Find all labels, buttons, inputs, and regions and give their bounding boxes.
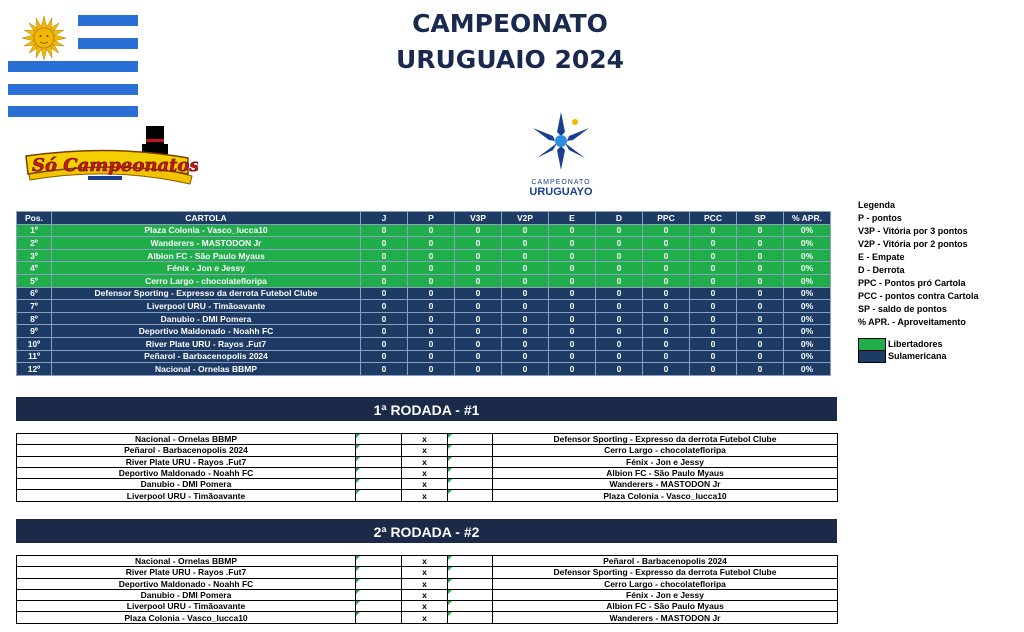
standings-cell-ppc: 0 [643,300,690,313]
title-line1: CAMPEONATO [412,9,608,38]
match-home: Danubio - DMI Pomera [17,589,356,600]
match-away: Albion FC - São Paulo Myaus [493,601,838,612]
match-away-score[interactable] [448,612,493,623]
standings-cell-apr: 0% [784,237,831,250]
standings-row [17,224,831,237]
standings-cell-pcc: 0 [690,350,737,363]
match-away: Plaza Colonia - Vasco_lucca10 [493,490,838,501]
standings-cell-team: Cerro Largo - chocolatefloripa [52,274,361,287]
standings-cell-pcc: 0 [690,363,737,376]
standings-cell-ppc: 0 [643,237,690,250]
match-row [17,467,838,478]
logo-left-text: Só Campeonatos [32,155,198,176]
standings-cell-p: 0 [408,237,455,250]
match-away: Albion FC - São Paulo Myaus [493,467,838,478]
match-row [17,434,838,445]
standings-cell-team: Albion FC - São Paulo Myaus [52,249,361,262]
standings-cell-v3p: 0 [455,237,502,250]
standings-cell-v2p: 0 [502,337,549,350]
match-away: Wanderers - MASTODON Jr [493,479,838,490]
standings-cell-v2p: 0 [502,300,549,313]
standings-cell-pcc: 0 [690,237,737,250]
standings-cell-pos: 9º [17,325,52,338]
standings-cell-ppc: 0 [643,262,690,275]
match-separator: x [402,601,448,612]
standings-cell-ppc: 0 [643,274,690,287]
legend-zone-label: Sulamericana [888,350,947,361]
standings-cell-v3p: 0 [455,350,502,363]
standings-cell-team: Fénix - Jon e Jessy [52,262,361,275]
standings-cell-pos: 4º [17,262,52,275]
standings-cell-j: 0 [361,274,408,287]
match-home-score[interactable] [356,467,402,478]
standings-cell-e: 0 [549,287,596,300]
standings-cell-v2p: 0 [502,325,549,338]
standings-cell-v3p: 0 [455,224,502,237]
standings-cell-j: 0 [361,224,408,237]
match-away-score[interactable] [448,578,493,589]
match-separator: x [402,479,448,490]
logo-center-line2: URUGUAYO [529,186,593,198]
standings-cell-pos: 12º [17,363,52,376]
match-separator: x [402,589,448,600]
standings-cell-p: 0 [408,337,455,350]
standings-cell-apr: 0% [784,262,831,275]
match-away-score[interactable] [448,467,493,478]
standings-cell-p: 0 [408,325,455,338]
standings-cell-j: 0 [361,363,408,376]
header-e: E [549,212,596,225]
standings-cell-apr: 0% [784,350,831,363]
header-v3p: V3P [455,212,502,225]
standings-cell-p: 0 [408,363,455,376]
standings-cell-e: 0 [549,262,596,275]
standings-cell-p: 0 [408,224,455,237]
match-home: Deportivo Maldonado - Noahh FC [17,467,356,478]
match-away: Cerro Largo - chocolatefloripa [493,578,838,589]
standings-cell-d: 0 [596,363,643,376]
standings-cell-d: 0 [596,224,643,237]
rodada-1-matches [16,433,838,502]
standings-cell-d: 0 [596,237,643,250]
standings-cell-sp: 0 [737,274,784,287]
match-row [17,589,838,600]
standings-cell-j: 0 [361,350,408,363]
standings-cell-v2p: 0 [502,312,549,325]
standings-row [17,325,831,338]
standings-cell-p: 0 [408,262,455,275]
legend-item: P - pontos [858,213,902,223]
match-home: River Plate URU - Rayos .Fut7 [17,567,356,578]
standings-cell-apr: 0% [784,224,831,237]
standings-cell-sp: 0 [737,350,784,363]
standings-cell-p: 0 [408,312,455,325]
match-row [17,612,838,623]
match-home-score[interactable] [356,490,402,501]
match-away-score[interactable] [448,434,493,445]
match-home-score[interactable] [356,479,402,490]
standings-cell-d: 0 [596,350,643,363]
standings-cell-d: 0 [596,300,643,313]
standings-cell-e: 0 [549,350,596,363]
standings-cell-j: 0 [361,337,408,350]
standings-cell-e: 0 [549,312,596,325]
standings-cell-sp: 0 [737,224,784,237]
standings-row [17,287,831,300]
standings-cell-v3p: 0 [455,363,502,376]
legend-zone-label: Libertadores [888,338,943,349]
match-home: Liverpool URU - Timãoavante [17,490,356,501]
standings-cell-p: 0 [408,287,455,300]
match-home: Danubio - DMI Pomera [17,479,356,490]
standings-cell-pcc: 0 [690,312,737,325]
standings-cell-ppc: 0 [643,337,690,350]
standings-cell-v3p: 0 [455,325,502,338]
match-away: Peñarol - Barbacenopolis 2024 [493,556,838,567]
standings-cell-d: 0 [596,262,643,275]
star-icon [531,110,591,172]
standings-cell-ppc: 0 [643,249,690,262]
header-pcc: PCC [690,212,737,225]
page-title [330,6,690,78]
match-away-score[interactable] [448,601,493,612]
match-home-score[interactable] [356,589,402,600]
standings-cell-apr: 0% [784,337,831,350]
match-home: Liverpool URU - Timãoavante [17,601,356,612]
standings-cell-team: Deportivo Maldonado - Noahh FC [52,325,361,338]
standings-cell-team: River Plate URU - Rayos .Fut7 [52,337,361,350]
standings-cell-p: 0 [408,249,455,262]
rodada-2-header: 2ª RODADA - #2 [16,519,837,543]
standings-cell-sp: 0 [737,237,784,250]
standings-cell-j: 0 [361,325,408,338]
match-separator: x [402,578,448,589]
match-away: Fénix - Jon e Jessy [493,456,838,467]
match-home: Deportivo Maldonado - Noahh FC [17,578,356,589]
standings-cell-team: Wanderers - MASTODON Jr [52,237,361,250]
standings-cell-ppc: 0 [643,350,690,363]
match-away-score[interactable] [448,556,493,567]
match-home-score[interactable] [356,601,402,612]
standings-cell-pcc: 0 [690,249,737,262]
standings-row [17,363,831,376]
match-away: Defensor Sporting - Expresso da derrota Futebol Clube [493,434,838,445]
sulamericana-swatch [858,350,886,363]
standings-cell-v2p: 0 [502,224,549,237]
standings-cell-pcc: 0 [690,287,737,300]
standings-table [16,211,831,376]
standings-cell-team: Nacional - Ornelas BBMP [52,363,361,376]
standings-cell-team: Defensor Sporting - Expresso da derrota Futebol Clube [52,287,361,300]
standings-cell-pcc: 0 [690,337,737,350]
standings-cell-v2p: 0 [502,287,549,300]
standings-cell-pos: 2º [17,237,52,250]
standings-cell-v2p: 0 [502,274,549,287]
standings-cell-sp: 0 [737,337,784,350]
header-v2p: V2P [502,212,549,225]
match-home: Nacional - Ornelas BBMP [17,434,356,445]
standings-cell-sp: 0 [737,325,784,338]
match-away: Wanderers - MASTODON Jr [493,612,838,623]
match-home-score[interactable] [356,578,402,589]
standings-cell-j: 0 [361,287,408,300]
header-j: J [361,212,408,225]
standings-row [17,312,831,325]
standings-cell-sp: 0 [737,262,784,275]
match-row [17,490,838,501]
match-away-score[interactable] [448,490,493,501]
standings-cell-e: 0 [549,300,596,313]
standings-cell-ppc: 0 [643,325,690,338]
standings-cell-pos: 8º [17,312,52,325]
standings-cell-pcc: 0 [690,300,737,313]
match-row [17,578,838,589]
header-ppc: PPC [643,212,690,225]
standings-cell-v2p: 0 [502,249,549,262]
standings-row [17,262,831,275]
header-d: D [596,212,643,225]
standings-cell-pcc: 0 [690,262,737,275]
standings-cell-sp: 0 [737,312,784,325]
standings-row [17,300,831,313]
match-home: Nacional - Ornelas BBMP [17,556,356,567]
standings-cell-apr: 0% [784,287,831,300]
standings-cell-ppc: 0 [643,363,690,376]
standings-cell-pos: 7º [17,300,52,313]
standings-cell-apr: 0% [784,363,831,376]
match-away-score[interactable] [448,445,493,456]
match-home: Plaza Colonia - Vasco_lucca10 [17,612,356,623]
match-home: Peñarol - Barbacenopolis 2024 [17,445,356,456]
header-pos: Pos. [17,212,52,225]
standings-cell-v3p: 0 [455,337,502,350]
match-row [17,445,838,456]
legend-title: Legenda [858,200,896,210]
standings-cell-d: 0 [596,274,643,287]
standings-cell-pos: 10º [17,337,52,350]
match-row [17,456,838,467]
standings-row [17,274,831,287]
match-home-score[interactable] [356,445,402,456]
standings-cell-e: 0 [549,363,596,376]
standings-cell-d: 0 [596,287,643,300]
header-sp: SP [737,212,784,225]
standings-cell-apr: 0% [784,274,831,287]
match-away-score[interactable] [448,456,493,467]
standings-row [17,249,831,262]
standings-cell-e: 0 [549,249,596,262]
standings-header-row [17,212,831,225]
standings-cell-team: Peñarol - Barbacenopolis 2024 [52,350,361,363]
standings-cell-p: 0 [408,300,455,313]
standings-cell-v3p: 0 [455,287,502,300]
title-line2: URUGUAIO 2024 [395,45,625,74]
match-away: Defensor Sporting - Expresso da derrota Futebol Clube [493,567,838,578]
standings-cell-sp: 0 [737,287,784,300]
match-separator: x [402,445,448,456]
standings-cell-sp: 0 [737,363,784,376]
match-separator: x [402,567,448,578]
legend-item: V3P - Vitória por 3 pontos [858,226,968,236]
standings-cell-p: 0 [408,274,455,287]
standings-row [17,350,831,363]
legend-item: SP - saldo de pontos [858,304,947,314]
standings-cell-team: Liverpool URU - Timãoavante [52,300,361,313]
standings-cell-sp: 0 [737,249,784,262]
standings-cell-v3p: 0 [455,249,502,262]
match-row [17,556,838,567]
standings-cell-ppc: 0 [643,224,690,237]
standings-cell-v2p: 0 [502,262,549,275]
uruguay-flag [8,12,138,118]
standings-cell-v3p: 0 [455,312,502,325]
standings-cell-pos: 1º [17,224,52,237]
standings-cell-ppc: 0 [643,287,690,300]
standings-cell-p: 0 [408,350,455,363]
match-away: Fénix - Jon e Jessy [493,589,838,600]
standings-cell-pos: 6º [17,287,52,300]
standings-cell-e: 0 [549,237,596,250]
match-separator: x [402,467,448,478]
legend-item: E - Empate [858,252,905,262]
standings-cell-team: Plaza Colonia - Vasco_lucca10 [52,224,361,237]
match-separator: x [402,556,448,567]
match-home-score[interactable] [356,434,402,445]
standings-cell-pcc: 0 [690,224,737,237]
standings-cell-apr: 0% [784,312,831,325]
campeonato-uruguayo-logo [520,110,602,200]
standings-cell-d: 0 [596,312,643,325]
standings-cell-sp: 0 [737,300,784,313]
standings-row [17,337,831,350]
standings-cell-v3p: 0 [455,262,502,275]
standings-cell-pos: 5º [17,274,52,287]
legend-item: D - Derrota [858,265,905,275]
match-separator: x [402,456,448,467]
standings-cell-apr: 0% [784,249,831,262]
standings-cell-j: 0 [361,300,408,313]
legend-item: PPC - Pontos pró Cartola [858,278,966,288]
header-p: P [408,212,455,225]
header-apr: % APR. [784,212,831,225]
standings-cell-v3p: 0 [455,300,502,313]
match-separator: x [402,490,448,501]
standings-cell-j: 0 [361,237,408,250]
standings-cell-ppc: 0 [643,312,690,325]
legend-item: V2P - Vitória por 2 pontos [858,239,968,249]
standings-cell-d: 0 [596,325,643,338]
standings-cell-v2p: 0 [502,237,549,250]
rodada-1-header: 1ª RODADA - #1 [16,397,837,421]
legend-item: % APR. - Aproveitamento [858,317,966,327]
standings-cell-pcc: 0 [690,274,737,287]
standings-cell-e: 0 [549,274,596,287]
so-campeonatos-logo [22,124,198,194]
legend [858,199,979,362]
legend-item: PCC - pontos contra Cartola [858,291,979,301]
standings-cell-v3p: 0 [455,274,502,287]
match-row [17,601,838,612]
standings-cell-pos: 11º [17,350,52,363]
match-separator: x [402,612,448,623]
standings-cell-pos: 3º [17,249,52,262]
standings-cell-j: 0 [361,249,408,262]
match-home-score[interactable] [356,612,402,623]
standings-cell-apr: 0% [784,300,831,313]
match-away: Cerro Largo - chocolatefloripa [493,445,838,456]
standings-cell-team: Danubio - DMI Pomera [52,312,361,325]
match-away-score[interactable] [448,589,493,600]
standings-cell-e: 0 [549,224,596,237]
standings-cell-j: 0 [361,262,408,275]
standings-cell-v2p: 0 [502,363,549,376]
rodada-2-matches [16,555,838,624]
legend-zone-libertadores [858,338,979,350]
match-row [17,567,838,578]
match-away-score[interactable] [448,567,493,578]
standings-cell-pcc: 0 [690,325,737,338]
header-cartola: CARTOLA [52,212,361,225]
standings-cell-v2p: 0 [502,350,549,363]
legend-zone-sulamericana [858,350,979,362]
match-away-score[interactable] [448,479,493,490]
logo-center-line1: CAMPEONATO [531,179,591,186]
standings-cell-e: 0 [549,325,596,338]
standings-row [17,237,831,250]
match-home-score[interactable] [356,556,402,567]
standings-cell-d: 0 [596,249,643,262]
match-home-score[interactable] [356,456,402,467]
standings-cell-j: 0 [361,312,408,325]
standings-cell-e: 0 [549,337,596,350]
standings-cell-apr: 0% [784,325,831,338]
match-separator: x [402,434,448,445]
match-home-score[interactable] [356,567,402,578]
match-home: River Plate URU - Rayos .Fut7 [17,456,356,467]
match-row [17,479,838,490]
standings-cell-d: 0 [596,337,643,350]
